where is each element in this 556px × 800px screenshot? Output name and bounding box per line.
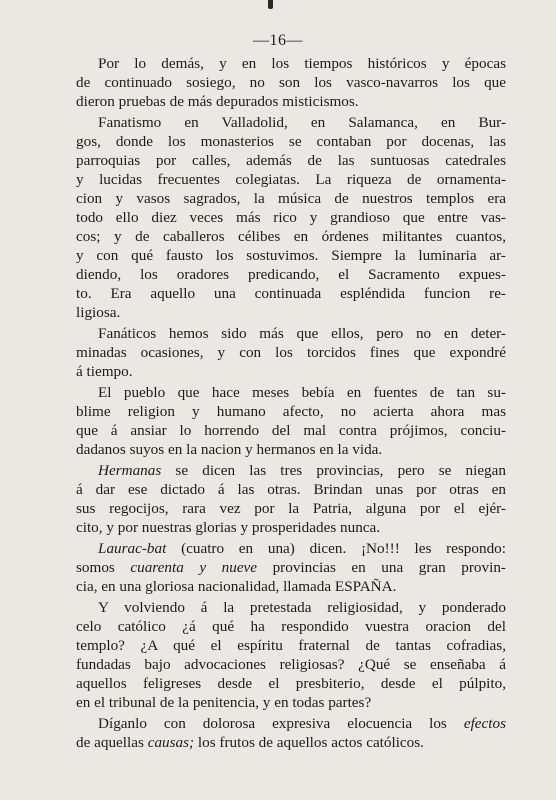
- text-line: [76, 499, 506, 518]
- text-line: [76, 480, 506, 499]
- text-run: dadanos suyos en la nacion y hermanos en la vida.: [76, 441, 383, 458]
- text-line: [76, 674, 506, 693]
- text-line: [76, 324, 506, 343]
- text-run: Díganlo con dolorosa expresiva elocuencia los: [98, 715, 464, 732]
- text-line: [76, 92, 506, 111]
- text-line: [76, 170, 506, 189]
- text-run: á tiempo.: [76, 363, 133, 380]
- text-line: [76, 54, 506, 73]
- paragraph: [76, 383, 506, 459]
- text-line: [76, 208, 506, 227]
- text-run: los frutos de aquellos actos católicos.: [194, 734, 424, 751]
- paragraph: [76, 598, 506, 712]
- text-run: gos, donde los monasterios se contaban por docenas, las: [76, 133, 506, 150]
- text-line: [76, 461, 506, 480]
- text-line: [76, 636, 506, 655]
- text-run: aquellos feligreses desde el presbiterio, desde el púlpito,: [76, 675, 506, 692]
- text-line: [76, 246, 506, 265]
- text-run: Fanáticos hemos sido más que ellos, pero no en deter-: [98, 325, 506, 342]
- text-run: celo católico ¿á qué ha respondido vuestra oracion del: [76, 618, 506, 635]
- text-run: somos: [76, 559, 131, 576]
- text-line: [76, 284, 506, 303]
- text-line: [76, 383, 506, 402]
- text-line: [76, 733, 506, 752]
- italic-text: Hermanas: [98, 462, 162, 479]
- text-line: [76, 714, 506, 733]
- text-run: templo? ¿A qué el espíritu fraternal de tantas cofradias,: [76, 637, 506, 654]
- text-line: [76, 655, 506, 674]
- text-line: [76, 362, 506, 381]
- paragraph: [76, 113, 506, 322]
- italic-text: Laurac-bat: [98, 540, 167, 557]
- text-line: [76, 265, 506, 284]
- text-line: [76, 73, 506, 92]
- text-run: Fanatismo en Valladolid, en Salamanca, en Bur-: [98, 114, 506, 131]
- text-line: [76, 402, 506, 421]
- text-run: to. Era aquello una continuada espléndida funcion re-: [76, 285, 506, 302]
- text-run: provincias en una gran provin-: [257, 559, 506, 576]
- body-text: [76, 54, 506, 752]
- text-line: [76, 132, 506, 151]
- text-run: y con qué fausto los sostuvimos. Siempre la luminaria ar-: [76, 247, 506, 264]
- text-line: [76, 617, 506, 636]
- text-run: cion y vasos sagrados, la música de nuestros templos era: [76, 190, 506, 207]
- text-run: cos; y de caballeros célibes en órdenes militantes cuantos,: [76, 228, 506, 245]
- text-line: [76, 227, 506, 246]
- text-run: (cuatro en una) dicen. ¡No!!! les respondo:: [166, 540, 506, 557]
- text-run: Por lo demás, y en los tiempos históricos y épocas: [98, 55, 506, 72]
- text-run: se dicen las tres provincias, pero se niegan: [161, 462, 506, 479]
- text-run: diendo, los oradores predicando, el Sacramento expues-: [76, 266, 506, 283]
- text-run: sus regocijos, rara vez por la Patria, alguna por el ejér-: [76, 500, 506, 517]
- paragraph: [76, 461, 506, 537]
- text-run: de continuado sosiego, no son los vasco-navarros los que: [76, 74, 506, 91]
- text-line: [76, 303, 506, 322]
- text-run: minadas ocasiones, y con los torcidos fines que expondré: [76, 344, 506, 361]
- text-line: [76, 577, 506, 596]
- text-run: parroquias por calles, además de las suntuosas catedrales: [76, 152, 506, 169]
- paragraph: [76, 324, 506, 381]
- text-line: [76, 558, 506, 577]
- italic-text: efectos: [463, 715, 506, 732]
- page-edge-mark: [268, 0, 273, 9]
- text-run: todo ello diez veces más rico y grandioso que entre vas-: [76, 209, 506, 226]
- text-line: [76, 440, 506, 459]
- text-run: fundadas bajo advocaciones religiosas? ¿Qué se enseñaba á: [76, 656, 506, 673]
- paragraph: [76, 714, 506, 752]
- page-number: —16—: [253, 32, 303, 49]
- text-run: que á ansiar lo horrendo del mal contra prójimos, conciu-: [76, 422, 506, 439]
- paragraph: [76, 54, 506, 111]
- text-line: [76, 598, 506, 617]
- text-line: [76, 539, 506, 558]
- text-line: [76, 421, 506, 440]
- text-run: en el tribunal de la penitencia, y en todas partes?: [76, 694, 372, 711]
- paragraph: [76, 539, 506, 596]
- text-run: dieron pruebas de más depurados misticismos.: [76, 93, 359, 110]
- text-line: [76, 151, 506, 170]
- text-run: cia, en una gloriosa nacionalidad, llamada ESPAÑA.: [76, 578, 397, 595]
- text-run: cito, y por nuestras glorias y prosperidades nunca.: [76, 519, 381, 536]
- text-run: Y volviendo á la pretestada religiosidad, y ponderado: [98, 599, 506, 616]
- italic-text: cuarenta y nueve: [130, 559, 258, 576]
- text-line: [76, 518, 506, 537]
- text-run: y lucidas frecuentes colegiatas. La riqueza de ornamenta-: [76, 171, 506, 188]
- text-run: á dar ese dictado á las otras. Brindan unas por otras en: [76, 481, 506, 498]
- text-run: El pueblo que hace meses bebía en fuentes de tan su-: [98, 384, 506, 401]
- text-line: [76, 693, 506, 712]
- text-line: [76, 113, 506, 132]
- text-run: de aquellas: [76, 734, 148, 751]
- italic-text: causas;: [147, 734, 195, 751]
- text-run: blime religion y humano afecto, no acierta ahora mas: [76, 403, 506, 420]
- text-run: ligiosa.: [76, 304, 121, 321]
- text-line: [76, 189, 506, 208]
- text-line: [76, 343, 506, 362]
